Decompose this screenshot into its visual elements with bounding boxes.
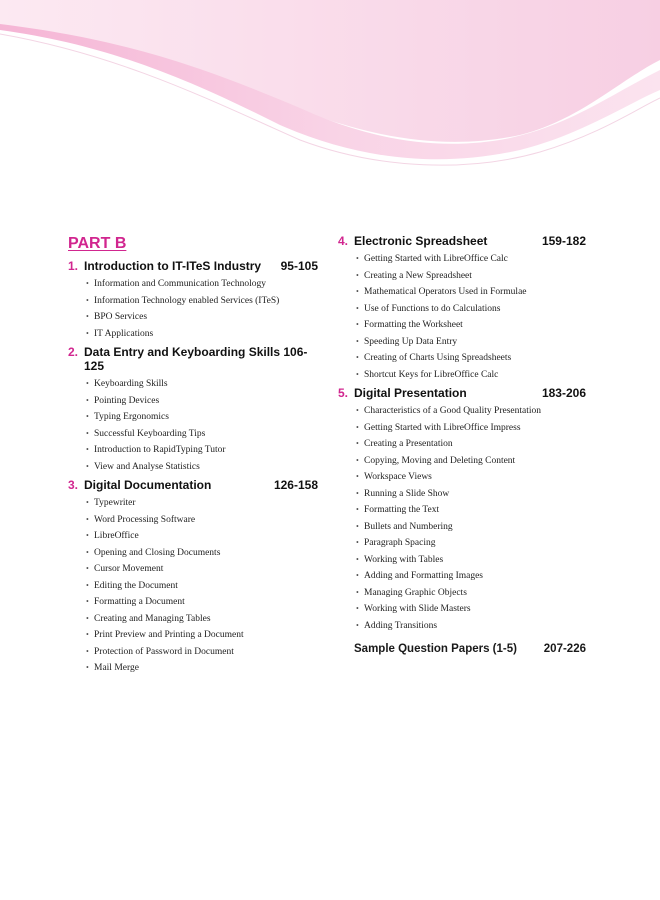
chapter-title: Electronic Spreadsheet: [354, 234, 488, 248]
topic-item: • Pointing Devices: [86, 393, 318, 410]
chapter-4: [338, 234, 586, 383]
topic-item: • Use of Functions to do Calculations: [356, 301, 586, 318]
topic-item: • Formatting a Document: [86, 594, 318, 611]
topic-item: • Adding Transitions: [356, 618, 586, 635]
topic-list: [68, 276, 318, 342]
chapter-title: Digital Documentation: [84, 478, 212, 492]
topic-item: • Paragraph Spacing: [356, 535, 586, 552]
chapter-heading: [68, 478, 318, 492]
decorative-pink-wave-banner: [0, 0, 660, 180]
topic-item: • Creating of Charts Using Spreadsheets: [356, 350, 586, 367]
topic-item: • View and Analyse Statistics: [86, 459, 318, 476]
topic-item: • Information and Communication Technology: [86, 276, 318, 293]
topic-list: [338, 403, 586, 634]
topic-item: • Introduction to RapidTyping Tutor: [86, 442, 318, 459]
chapter-3: [68, 478, 318, 677]
topic-item: • Information Technology enabled Services (ITeS): [86, 293, 318, 310]
topic-item: • Copying, Moving and Deleting Content: [356, 453, 586, 470]
topic-item: • Creating a Presentation: [356, 436, 586, 453]
right-chapter-list: [338, 234, 586, 634]
topic-item: • Cursor Movement: [86, 561, 318, 578]
sample-papers-entry: [338, 642, 586, 656]
chapter-heading: [68, 259, 318, 273]
chapter-heading: [338, 234, 586, 248]
chapter-1: [68, 259, 318, 342]
topic-item: • LibreOffice: [86, 528, 318, 545]
topic-item: • Running a Slide Show: [356, 486, 586, 503]
chapter-number: 3.: [68, 478, 79, 492]
topic-item: • Mail Merge: [86, 660, 318, 677]
topic-item: • Creating a New Spreadsheet: [356, 268, 586, 285]
chapter-number: 4.: [338, 234, 349, 248]
topic-item: • Working with Slide Masters: [356, 601, 586, 618]
topic-item: • Protection of Password in Document: [86, 644, 318, 661]
chapter-pages: 126-158: [273, 478, 318, 492]
topic-item: • Word Processing Software: [86, 512, 318, 529]
topic-item: • Print Preview and Printing a Document: [86, 627, 318, 644]
topic-item: • Managing Graphic Objects: [356, 585, 586, 602]
chapter-pages: 159-182: [541, 234, 586, 248]
topic-item: • Characteristics of a Good Quality Presentation: [356, 403, 586, 420]
topic-item: • Getting Started with LibreOffice Impress: [356, 420, 586, 437]
sample-papers-pages: 207-226: [543, 643, 586, 655]
topic-item: • Editing the Document: [86, 578, 318, 595]
topic-item: • Bullets and Numbering: [356, 519, 586, 536]
right-column: [338, 234, 586, 656]
topic-item: • Formatting the Text: [356, 502, 586, 519]
topic-list: [68, 495, 318, 677]
topic-item: • Mathematical Operators Used in Formulae: [356, 284, 586, 301]
topic-item: • Opening and Closing Documents: [86, 545, 318, 562]
chapter-number: 5.: [338, 386, 349, 400]
topic-item: • IT Applications: [86, 326, 318, 343]
chapter-title: Digital Presentation: [354, 386, 467, 400]
topic-item: • Speeding Up Data Entry: [356, 334, 586, 351]
topic-item: • Adding and Formatting Images: [356, 568, 586, 585]
chapter-5: [338, 386, 586, 634]
topic-item: • Getting Started with LibreOffice Calc: [356, 251, 586, 268]
topic-item: • Keyboarding Skills: [86, 376, 318, 393]
topic-item: • Working with Tables: [356, 552, 586, 569]
chapter-heading: [68, 345, 318, 373]
topic-item: • Typing Ergonomics: [86, 409, 318, 426]
chapter-number: 2.: [68, 345, 79, 359]
topic-item: • Successful Keyboarding Tips: [86, 426, 318, 443]
topic-list: [338, 251, 586, 383]
part-title: PART B: [68, 235, 127, 252]
chapter-number: 1.: [68, 259, 79, 273]
topic-item: • Typewriter: [86, 495, 318, 512]
left-chapter-list: [68, 259, 318, 677]
left-column: [68, 234, 318, 680]
topic-item: • Formatting the Worksheet: [356, 317, 586, 334]
chapter-pages: 183-206: [541, 386, 586, 400]
chapter-2: [68, 345, 318, 475]
chapter-heading: [338, 386, 586, 400]
chapter-pages: 95-105: [280, 259, 318, 273]
topic-item: • BPO Services: [86, 309, 318, 326]
sample-papers-title: Sample Question Papers (1-5): [354, 643, 517, 655]
chapter-title: Data Entry and Keyboarding Skills 106-125: [84, 345, 308, 373]
topic-item: • Workspace Views: [356, 469, 586, 486]
topic-item: • Creating and Managing Tables: [86, 611, 318, 628]
topic-item: • Shortcut Keys for LibreOffice Calc: [356, 367, 586, 384]
chapter-title: Introduction to IT-ITeS Industry: [84, 259, 262, 273]
topic-list: [68, 376, 318, 475]
